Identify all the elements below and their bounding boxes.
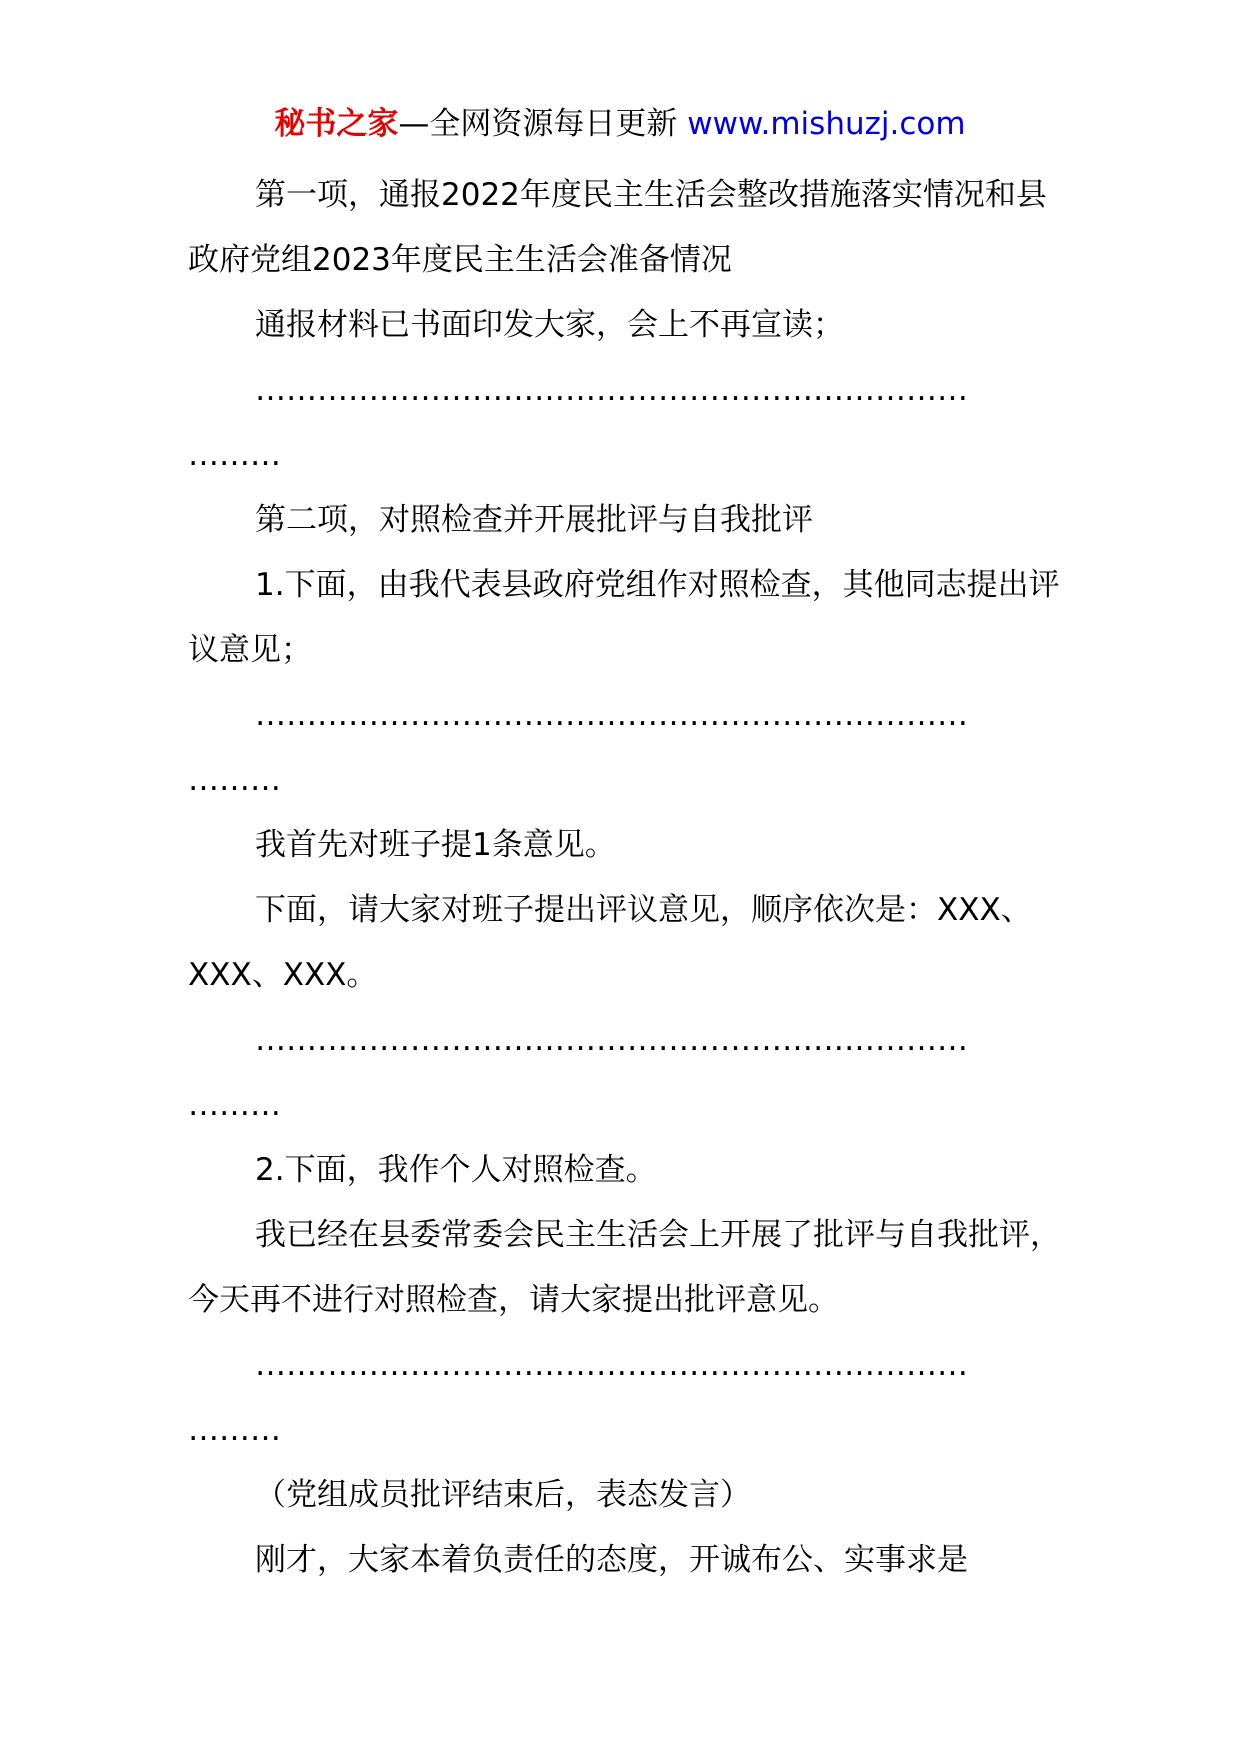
- ellipsis-tail: ………: [188, 762, 281, 798]
- site-url-link[interactable]: www.mishuzj.com: [687, 106, 966, 142]
- ellipsis-line: ……………………………………………………………: [255, 1022, 968, 1058]
- ellipsis-line: ……………………………………………………………: [255, 372, 968, 408]
- paragraph-item-2: 通报材料已书面印发大家，会上不再宣读；: [255, 307, 844, 343]
- ellipsis-line: ……………………………………………………………: [255, 1347, 968, 1383]
- site-header: [0, 102, 1240, 146]
- paragraph-item-5: 我首先对班子提1条意见。: [255, 827, 616, 863]
- paragraph-item-3: 第二项，对照检查并开展批评与自我批评: [255, 502, 813, 538]
- header-tagline: —全网资源每日更新: [398, 106, 688, 142]
- ellipsis-tail: ………: [188, 437, 281, 473]
- paragraph-item-7: 2.下面，我作个人对照检查。: [255, 1152, 657, 1188]
- paragraph-item-9: （党组成员批评结束后，表态发言）: [255, 1477, 751, 1513]
- paragraph-item-4: 1.下面，由我代表县政府党组作对照检查，其他同志提出评议意见；: [188, 567, 1060, 668]
- document-body: [188, 163, 1064, 1593]
- paragraph-item-1: 第一项，通报2022年度民主生活会整改措施落实情况和县政府党组2023年度民主生活会准备情况: [188, 177, 1047, 278]
- ellipsis-line: ……………………………………………………………: [255, 697, 968, 733]
- ellipsis-tail: ………: [188, 1087, 281, 1123]
- paragraph-item-6: 下面，请大家对班子提出评议意见，顺序依次是：XXX、XXX、XXX。: [188, 892, 1032, 993]
- ellipsis-tail: ………: [188, 1412, 281, 1448]
- paragraph-item-10: 刚才，大家本着负责任的态度，开诚布公、实事求是: [255, 1542, 968, 1578]
- brand-name: 秘书之家: [274, 106, 399, 142]
- paragraph-item-8: 我已经在县委常委会民主生活会上开展了批评与自我批评，今天再不进行对照检查，请大家提出批评意见。: [188, 1217, 1061, 1318]
